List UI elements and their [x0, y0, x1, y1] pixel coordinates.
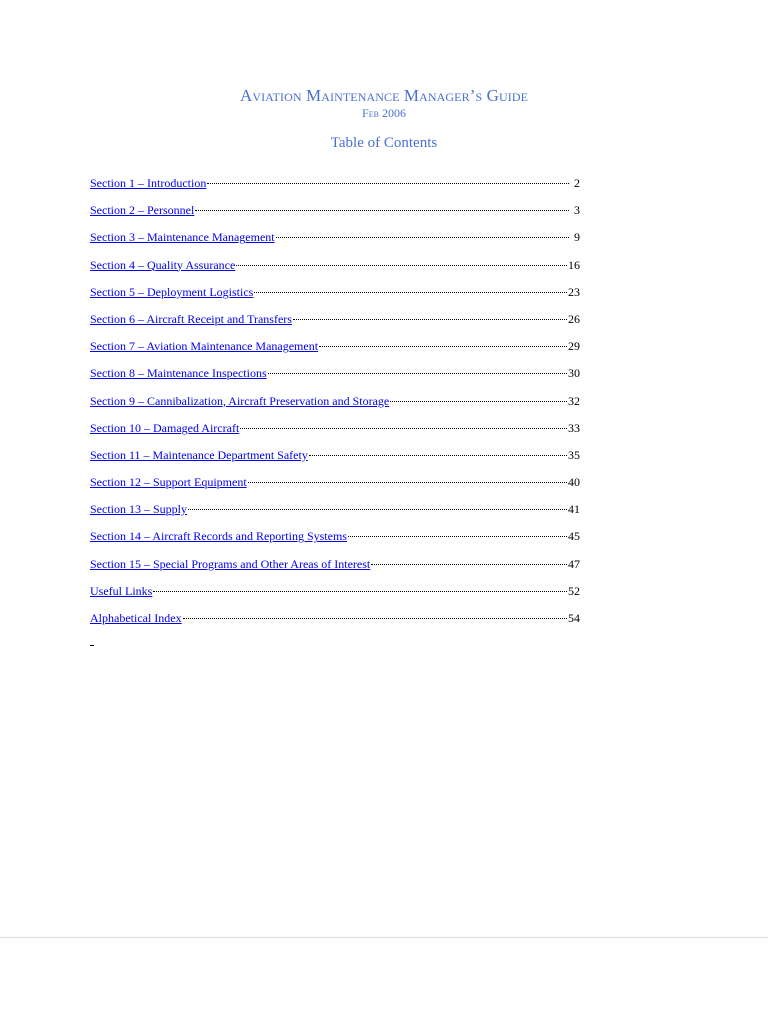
toc-page-number: 35 — [568, 447, 580, 462]
toc-page-number: 40 — [568, 475, 580, 490]
toc-link[interactable]: Section 10 – Damaged Aircraft — [90, 420, 240, 435]
toc-entry — [90, 176, 580, 203]
toc-link[interactable]: Section 3 – Maintenance Management — [90, 230, 275, 245]
dot-leader — [183, 617, 567, 619]
toc-entry — [90, 448, 580, 475]
dot-leader — [240, 427, 567, 429]
toc-entry — [90, 584, 580, 611]
toc-page-number: 30 — [568, 366, 580, 381]
toc-page-number: 9 — [574, 230, 580, 245]
toc-entry — [90, 366, 580, 393]
toc-entry — [90, 203, 580, 230]
toc-link[interactable]: Section 7 – Aviation Maintenance Management — [90, 339, 319, 354]
document-date: Feb 2006 — [362, 106, 406, 120]
toc-entry — [90, 421, 580, 448]
toc-page-number: 45 — [568, 529, 580, 544]
toc-link[interactable]: Section 15 – Special Programs and Other Areas of Interest — [90, 556, 371, 571]
toc-link[interactable]: Section 9 – Cannibalization, Aircraft Preservation and Storage — [90, 393, 390, 408]
toc-entry — [90, 475, 580, 502]
toc-entry — [90, 312, 580, 339]
toc-link[interactable]: Section 4 – Quality Assurance — [90, 257, 236, 272]
toc-link[interactable]: Section 1 – Introduction — [90, 176, 207, 190]
dot-leader — [207, 182, 569, 184]
toc-link[interactable]: Section 5 – Deployment Logistics — [90, 284, 254, 299]
dot-leader — [319, 345, 567, 347]
toc-link[interactable]: Section 2 – Personnel — [90, 203, 195, 218]
toc-entry — [90, 502, 580, 529]
dot-leader — [268, 372, 567, 374]
toc-page-number: 3 — [574, 203, 580, 218]
document-title: Aviation Maintenance Manager’s Guide — [239, 86, 529, 105]
toc-link[interactable]: Section 13 – Supply — [90, 502, 188, 517]
toc-entry — [90, 394, 580, 421]
table-of-contents — [90, 176, 580, 638]
toc-link[interactable]: Useful Links — [90, 583, 153, 598]
toc-page-number: 54 — [568, 611, 580, 625]
toc-page-number: 47 — [568, 556, 580, 571]
dot-leader — [309, 454, 567, 456]
toc-page-number: 52 — [568, 583, 580, 598]
toc-page-number: 29 — [568, 339, 580, 354]
toc-entry — [90, 230, 580, 257]
toc-page-number: 16 — [568, 257, 580, 272]
toc-entry — [90, 339, 580, 366]
toc-link[interactable]: Section 14 – Aircraft Records and Reporting Systems — [90, 529, 347, 544]
toc-page-number: 23 — [568, 284, 580, 299]
toc-link[interactable]: Section 11 – Maintenance Department Safety — [90, 447, 308, 462]
dot-leader — [153, 590, 567, 592]
toc-link[interactable]: Section 6 – Aircraft Receipt and Transfers — [90, 311, 292, 326]
page-divider — [0, 937, 768, 938]
toc-page-number: 26 — [568, 311, 580, 326]
toc-page-number: 33 — [568, 420, 580, 435]
dot-leader — [276, 236, 569, 238]
stray-mark — [90, 645, 94, 646]
dot-leader — [293, 318, 567, 320]
toc-entry — [90, 529, 580, 556]
toc-heading: Table of Contents — [330, 135, 438, 151]
toc-page-number: 32 — [568, 393, 580, 408]
dot-leader — [371, 563, 567, 565]
toc-page-number: 41 — [568, 502, 580, 517]
toc-entry — [90, 611, 580, 638]
dot-leader — [195, 209, 569, 211]
toc-entry — [90, 557, 580, 584]
toc-link[interactable]: Section 8 – Maintenance Inspections — [90, 366, 267, 381]
toc-link[interactable]: Section 12 – Support Equipment — [90, 475, 247, 490]
toc-entry — [90, 258, 580, 285]
dot-leader — [348, 535, 567, 537]
dot-leader — [188, 508, 567, 510]
dot-leader — [248, 481, 567, 483]
toc-link[interactable]: Alphabetical Index — [90, 611, 182, 625]
dot-leader — [254, 291, 567, 293]
dot-leader — [236, 264, 567, 266]
toc-entry — [90, 285, 580, 312]
toc-page-number: 2 — [574, 176, 580, 190]
dot-leader — [390, 400, 567, 402]
